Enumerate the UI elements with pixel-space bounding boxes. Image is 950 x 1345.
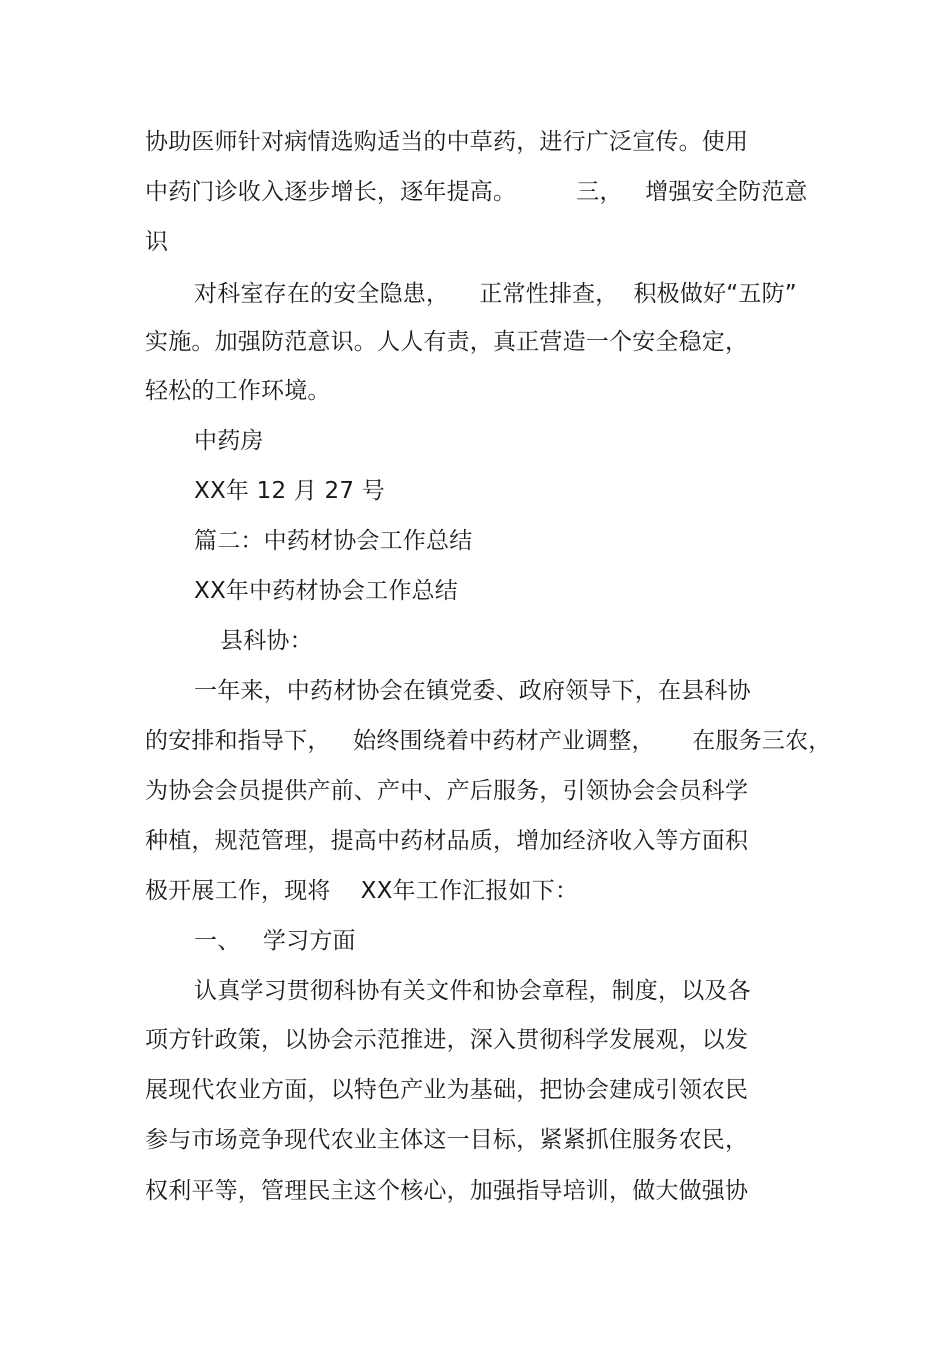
- text-line: 项方针政策，以协会示范推进，深入贯彻科学发展观，以发: [145, 1027, 749, 1053]
- text-line: 对科室存在的安全隐患， 正常性排查， 积极做好“五防”: [194, 281, 797, 307]
- text-line: 认真学习贯彻科协有关文件和协会章程，制度，以及各: [194, 978, 751, 1004]
- signature-department: 中药房: [194, 428, 264, 454]
- text-line: 识: [145, 229, 169, 255]
- text-line: 一年来，中药材协会在镇党委、政府领导下，在县科协: [194, 678, 751, 704]
- subsection-heading: 一、 学习方面: [194, 928, 356, 954]
- text-line: 权利平等，管理民主这个核心，加强指导培训，做大做强协: [145, 1178, 749, 1204]
- salutation: 县科协：: [220, 628, 313, 654]
- text-line: 种植，规范管理，提高中药材品质，增加经济收入等方面积: [145, 828, 749, 854]
- signature-date: XX年 12 月 27 号: [194, 478, 385, 504]
- text-line: 协助医师针对病情选购适当的中草药，进行广泛宣传。使用: [145, 129, 749, 155]
- text-line: 展现代农业方面，以特色产业为基础，把协会建成引领农民: [145, 1077, 749, 1103]
- text-line: 的安排和指导下， 始终围绕着中药材产业调整， 在服务三农，: [145, 728, 832, 754]
- text-line: 中药门诊收入逐步增长，逐年提高。 三， 增强安全防范意: [145, 179, 808, 205]
- text-line: 轻松的工作环境。: [145, 378, 331, 404]
- text-line: 参与市场竞争现代农业主体这一目标，紧紧抓住服务农民，: [145, 1127, 749, 1153]
- section-heading: 篇二：中药材协会工作总结: [194, 528, 473, 554]
- document-title: XX年中药材协会工作总结: [194, 578, 458, 604]
- text-line: 实施。加强防范意识。人人有责，真正营造一个安全稳定，: [145, 329, 749, 355]
- text-line: 为协会会员提供产前、产中、产后服务，引领协会会员科学: [145, 778, 749, 804]
- text-line: 极开展工作，现将 XX年工作汇报如下：: [145, 878, 579, 904]
